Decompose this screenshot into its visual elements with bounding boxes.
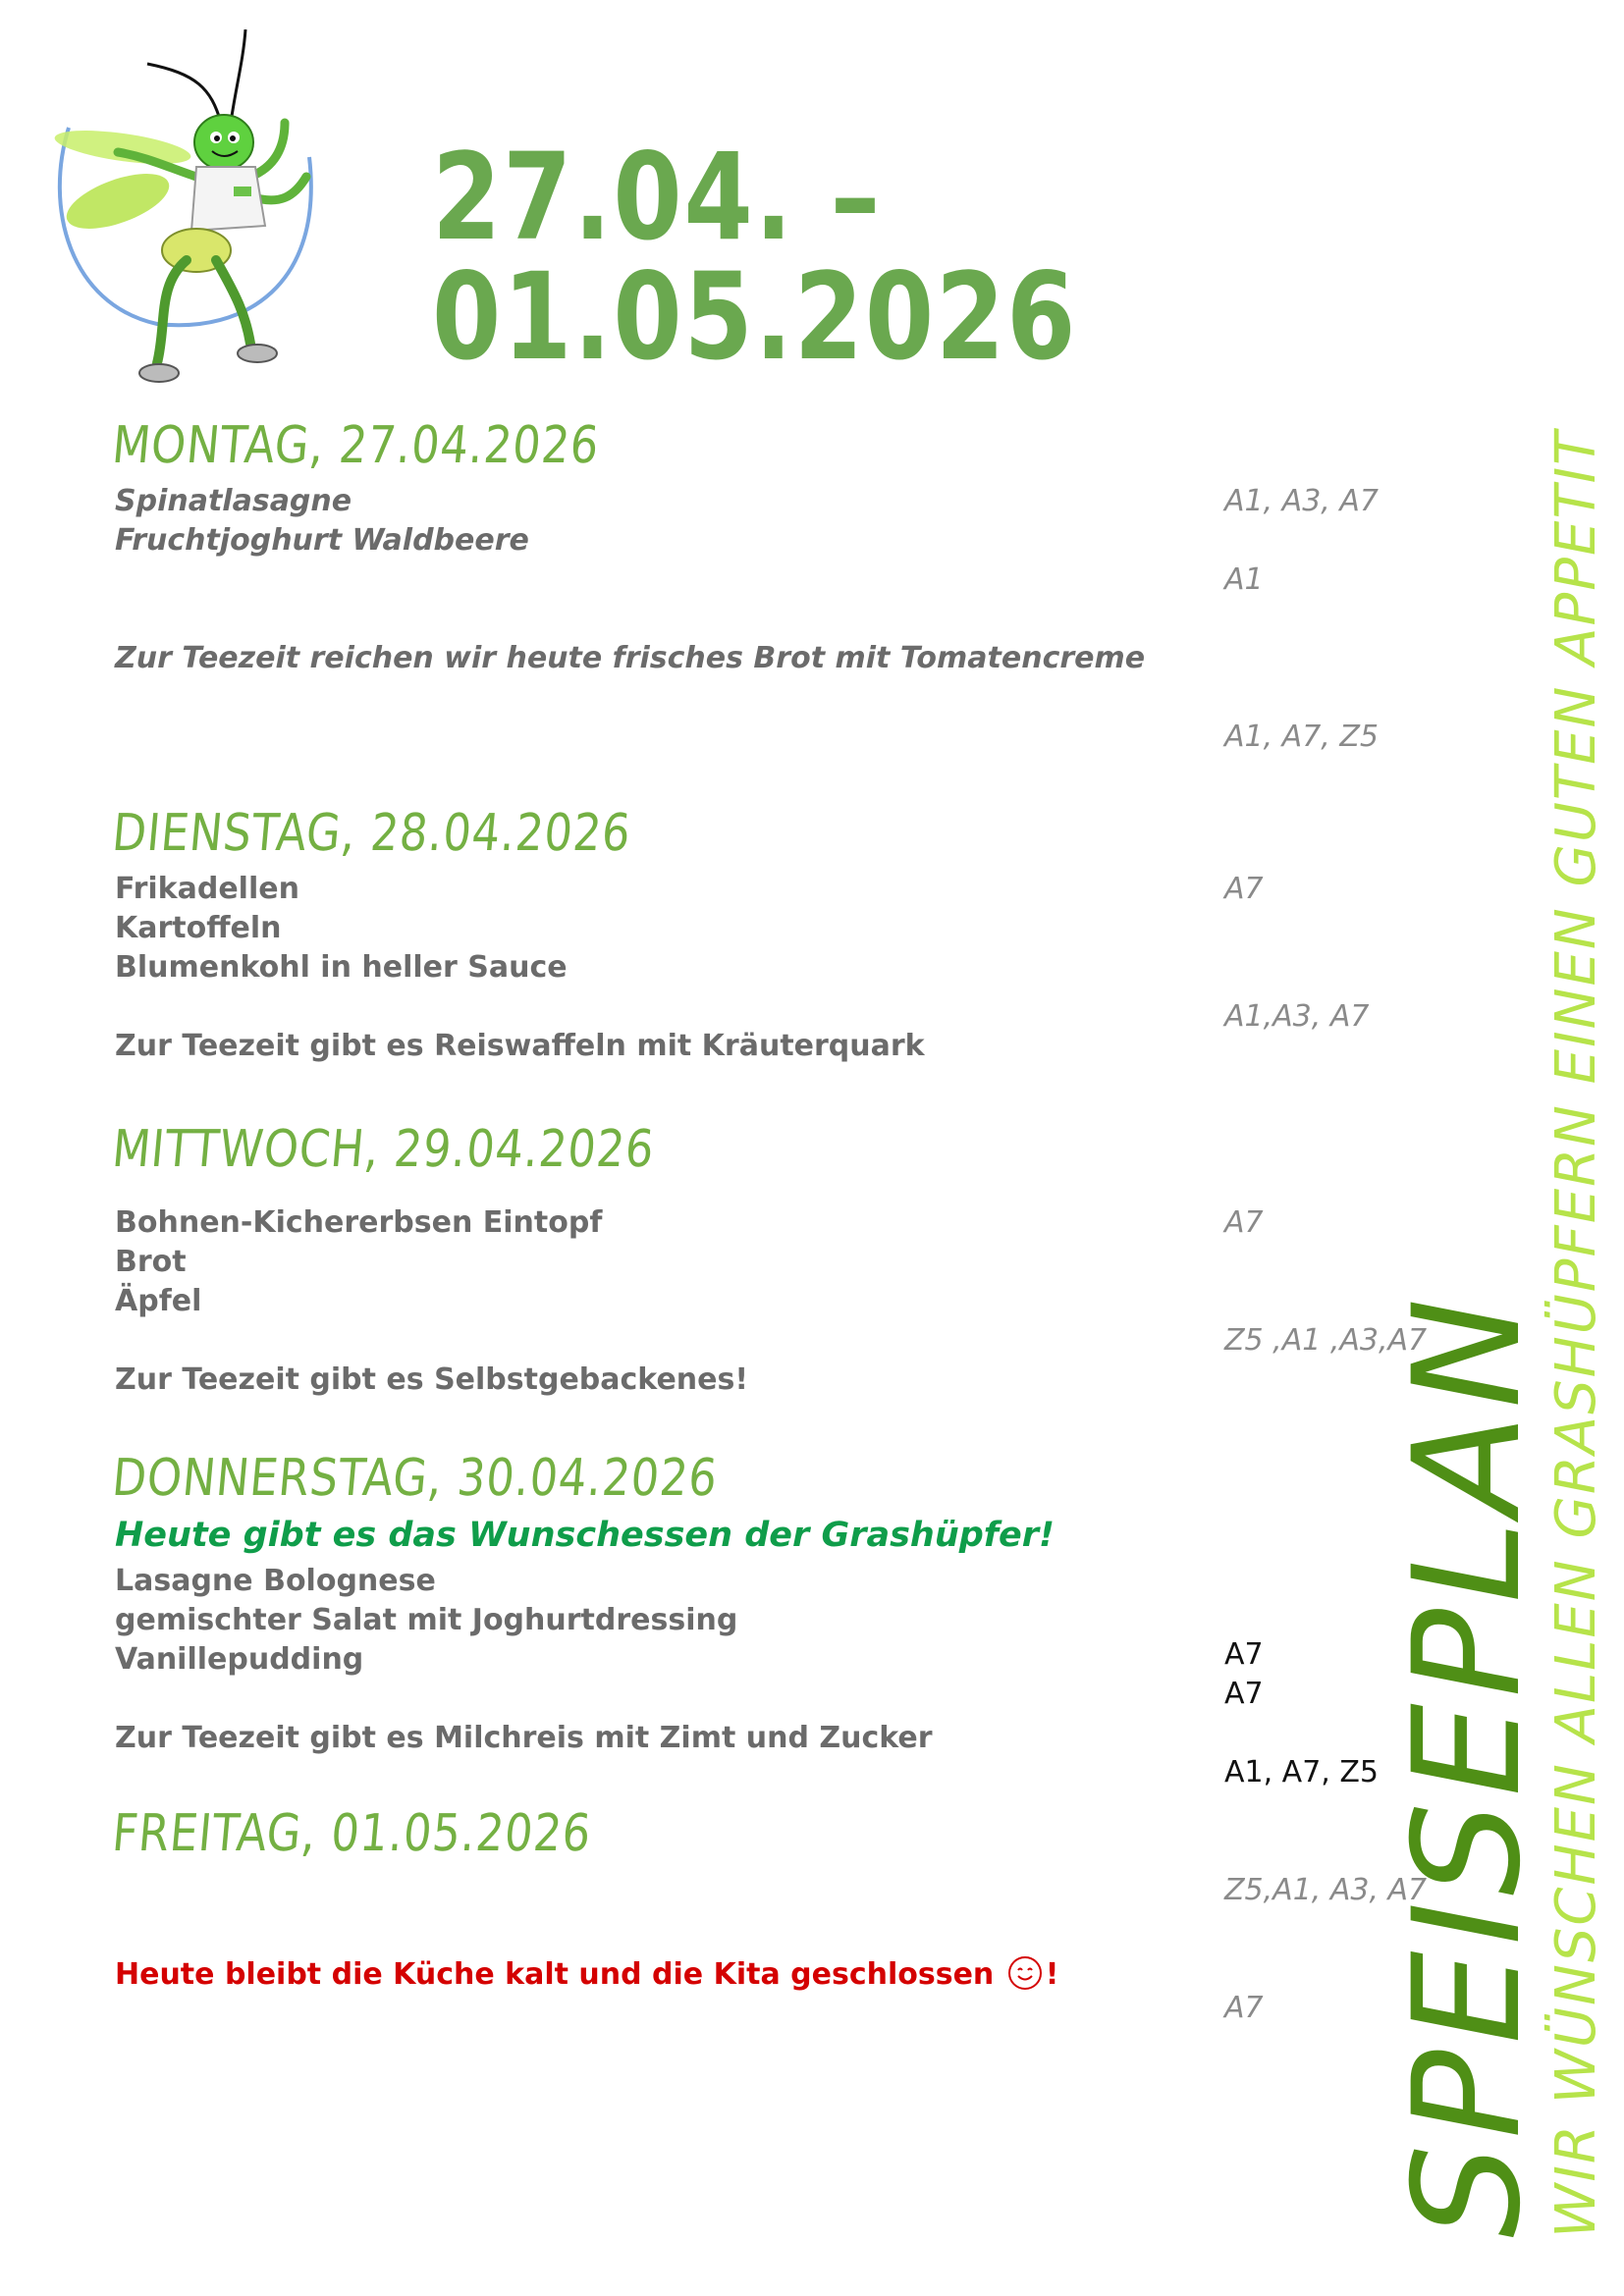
heading-monday: MONTAG, 27.04.2026 — [109, 416, 602, 475]
menu-item: Kartoffeln — [115, 911, 282, 945]
wish-meal-note: Heute gibt es das Wunschessen der Grashüpfer! — [115, 1516, 1055, 1555]
menu-item: Äpfel — [115, 1284, 202, 1318]
allergen-code: A1, A3, A7 — [1224, 484, 1379, 518]
heading-tuesday: DIENSTAG, 28.04.2026 — [109, 804, 634, 863]
heading-wednesday: MITTWOCH, 29.04.2026 — [109, 1120, 657, 1179]
closed-notice-text: Heute bleibt die Küche kalt und die Kita geschlossen — [115, 1957, 995, 1992]
menu-item: Blumenkohl in heller Sauce — [115, 950, 568, 985]
menu-item: Brot — [115, 1245, 187, 1279]
allergen-code: A1, A7, Z5 — [1224, 720, 1380, 754]
tea-time-text: Zur Teezeit reichen wir heute frisches Brot mit Tomatencreme — [115, 641, 1146, 675]
smiley-face-icon — [1008, 1956, 1042, 1990]
allergen-code: A1,A3, A7 — [1224, 999, 1370, 1034]
page-title: 27.04. – 01.05.2026 — [432, 128, 1078, 387]
closed-notice — [115, 1956, 1058, 1993]
heading-thursday: DONNERSTAG, 30.04.2026 — [109, 1449, 721, 1508]
allergen-code: A7 — [1224, 1677, 1264, 1711]
allergen-code: A7 — [1224, 1991, 1264, 2025]
allergen-code: Z5 ,A1 ,A3,A7 — [1224, 1323, 1428, 1358]
menu-item: Bohnen-Kichererbsen Eintopf — [115, 1205, 603, 1240]
speiseplan-vertical-title: SPEISEPLAN — [1382, 1292, 1553, 2238]
tea-time-text: Zur Teezeit gibt es Milchreis mit Zimt und Zucker — [115, 1721, 933, 1755]
menu-item: Vanillepudding — [115, 1642, 364, 1677]
allergen-code: A7 — [1224, 872, 1264, 906]
allergen-code: Z5,A1, A3, A7 — [1224, 1873, 1428, 1907]
allergen-code: A7 — [1224, 1205, 1264, 1240]
menu-item: Spinatlasagne — [115, 484, 352, 518]
appetit-vertical-subtitle: WIR WÜNSCHEN ALLEN GRASHÜPFERN EINEN GUTEN APPETIT — [1544, 429, 1608, 2238]
allergen-code: A7 — [1224, 1637, 1264, 1672]
grasshopper-mascot-icon — [49, 29, 334, 393]
menu-item: gemischter Salat mit Joghurtdressing — [115, 1603, 738, 1637]
menu-item: Fruchtjoghurt Waldbeere — [115, 523, 529, 558]
heading-friday: FREITAG, 01.05.2026 — [109, 1804, 594, 1863]
tea-time-text: Zur Teezeit gibt es Selbstgebackenes! — [115, 1362, 749, 1397]
menu-item: Lasagne Bolognese — [115, 1564, 436, 1598]
menu-item: Frikadellen — [115, 872, 299, 906]
closed-notice-exclamation: ! — [1045, 1957, 1059, 1992]
tea-time-text: Zur Teezeit gibt es Reiswaffeln mit Kräuterquark — [115, 1029, 925, 1063]
allergen-code: A1 — [1224, 562, 1264, 597]
allergen-code: A1, A7, Z5 — [1224, 1755, 1380, 1789]
